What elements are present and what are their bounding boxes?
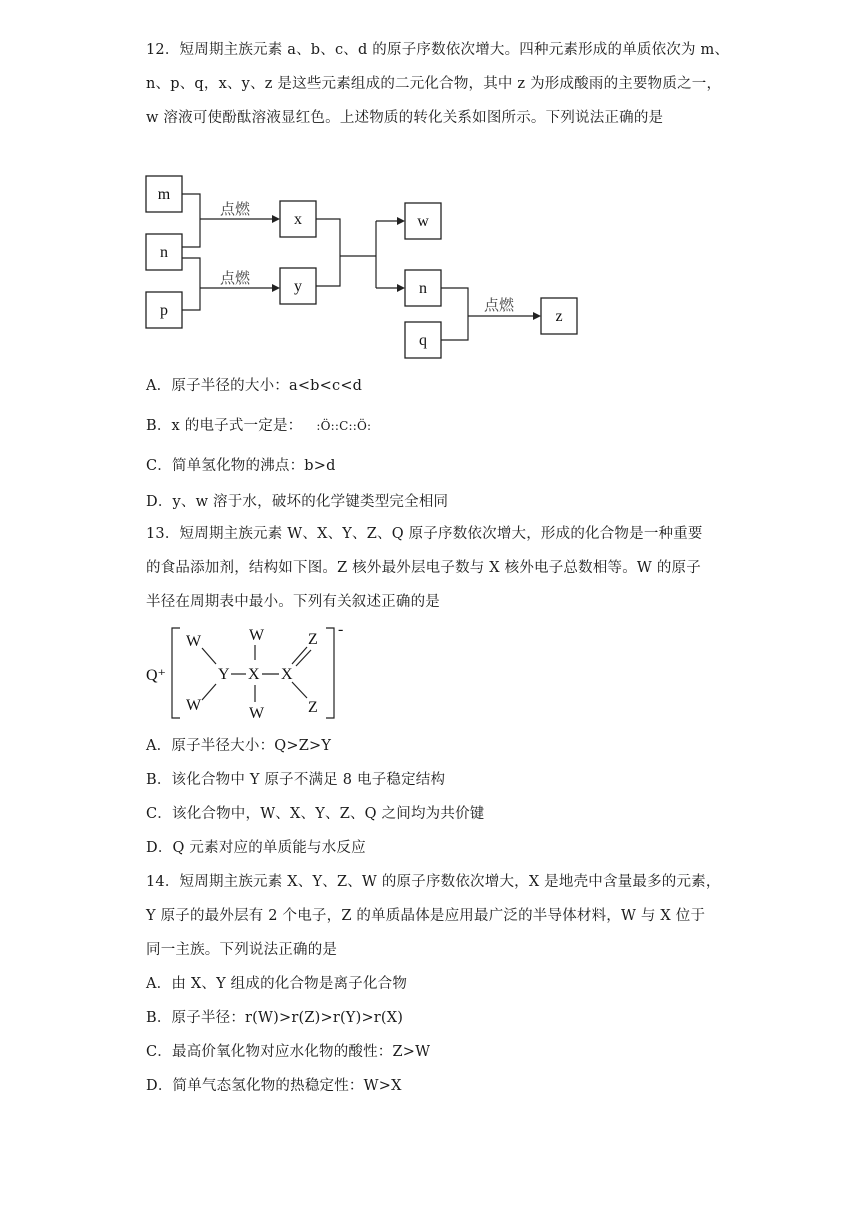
cation-q: Q⁺ (146, 667, 166, 684)
box-n-left-label: n (160, 244, 168, 261)
atom-w-top-left: W (186, 633, 202, 650)
q12-option-d: D．y、w 溶于水，破坏的化学键类型完全相同 (146, 494, 449, 510)
q13-option-a: A．原子半径大小：Q>Z>Y (146, 738, 332, 754)
q12-option-c: C．简单氢化物的沸点：b>d (146, 458, 336, 474)
atom-z-top: Z (308, 631, 318, 648)
arrow-label-ignite-right: 点燃 (484, 296, 515, 314)
arrow-label-ignite-top: 点燃 (220, 200, 251, 218)
q12-stem-line-1: 12．短周期主族元素 a、b、c、d 的原子序数依次增大。四种元素形成的单质依次为 m、 (146, 42, 730, 58)
q13-stem-line-1: 13．短周期主族元素 W、X、Y、Z、Q 原子序数依次增大，形成的化合物是一种重要 (146, 526, 703, 542)
box-w-label: w (417, 213, 429, 230)
anion-charge: - (338, 621, 344, 638)
q12-stem-line-2: n、p、q，x、y、z 是这些元素组成的二元化合物，其中 z 为形成酸雨的主要物质之一， (146, 76, 722, 92)
atom-x-center: X (248, 666, 260, 683)
q13-option-d: D．Q 元素对应的单质能与水反应 (146, 840, 366, 856)
atom-z-bottom: Z (308, 699, 318, 716)
q12-option-a: A．原子半径的大小：a<b<c<d (146, 378, 363, 394)
q14-stem-line-3: 同一主族。下列说法正确的是 (146, 942, 338, 958)
atom-w-bottom: W (249, 705, 265, 722)
q14-option-b: B．原子半径：r(W)>r(Z)>r(Y)>r(X) (146, 1010, 404, 1026)
q14-stem-line-2: Y 原子的最外层有 2 个电子，Z 的单质晶体是应用最广泛的半导体材料，W 与 X 位于 (146, 908, 706, 924)
q14-option-c: C．最高价氧化物对应水化物的酸性：Z>W (146, 1044, 431, 1060)
q14-stem-line-1: 14．短周期主族元素 X、Y、Z、W 的原子序数依次增大，X 是地壳中含量最多的元素， (146, 874, 721, 890)
box-x-label: x (294, 211, 302, 228)
box-p-label: p (160, 302, 168, 319)
box-m-label: m (157, 186, 171, 203)
atom-y: Y (218, 666, 230, 683)
q13-option-c: C．该化合物中，W、X、Y、Z、Q 之间均为共价键 (146, 806, 485, 822)
q13-option-b: B．该化合物中 Y 原子不满足 8 电子稳定结构 (146, 772, 446, 788)
box-z-label: z (555, 308, 563, 325)
q13-stem-line-2: 的食品添加剂，结构如下图。Z 核外最外层电子数与 X 核外电子总数相等。W 的原子 (146, 560, 701, 576)
atom-w-top: W (249, 627, 265, 644)
q12-option-b-electron-formula: :Ö::C::Ö: (316, 419, 372, 433)
q14-option-a: A．由 X、Y 组成的化合物是离子化合物 (146, 976, 408, 992)
q12-conversion-diagram (0, 0, 860, 380)
q12-option-b-text: B．x 的电子式一定是： (146, 418, 303, 434)
box-q-label: q (419, 332, 427, 349)
q13-structure-diagram (0, 620, 860, 730)
arrow-label-ignite-mid: 点燃 (220, 269, 251, 287)
q14-option-d: D．简单气态氢化物的热稳定性：W>X (146, 1078, 402, 1094)
q13-stem-line-3: 半径在周期表中最小。下列有关叙述正确的是 (146, 594, 440, 610)
q12-option-b (146, 416, 371, 436)
box-n-right-label: n (419, 280, 427, 297)
q12-stem-line-3: w 溶液可使酚酞溶液显红色。上述物质的转化关系如图所示。下列说法正确的是 (146, 110, 664, 126)
atom-x-right: X (281, 666, 293, 683)
box-y-label: y (294, 278, 302, 295)
atom-w-bottom-left: W (186, 697, 202, 714)
